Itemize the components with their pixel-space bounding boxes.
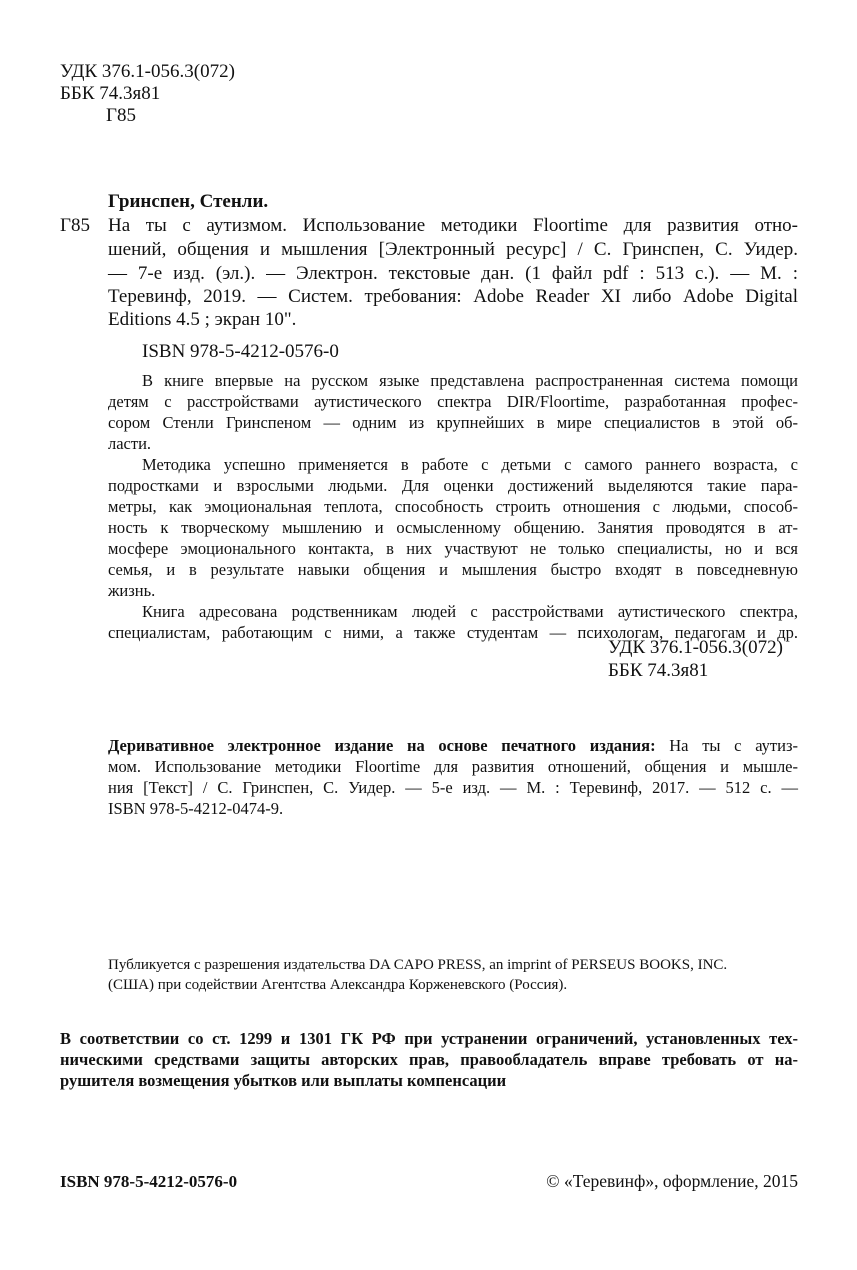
- legal-line: В соответствии со ст. 1299 и 1301 ГК РФ при устранении ограничений, установленных тех-: [60, 1029, 798, 1048]
- description-line: шений, общения и мышления [Электронный ресурс] / С. Гринспен, С. Уидер.: [108, 239, 798, 260]
- derivative-line: ния [Текст] / С. Гринспен, С. Уидер. — 5-е изд. — М. : Теревинф, 2017. — 512 с. —: [108, 778, 798, 797]
- annotation-line: подростками и взрослыми людьми. Для оценки достижений выделяются такие пара-: [108, 476, 798, 495]
- footer-isbn: ISBN 978-5-4212-0576-0: [60, 1172, 238, 1191]
- annotation-line: семья, и в результате навыки общения и мышления быстро входят в повседневную: [108, 560, 798, 579]
- derivative-line-rest: На ты с аутиз-: [655, 736, 798, 755]
- annotation-line: Методика успешно применяется в работе с детьми с самого раннего возраста, с: [142, 455, 798, 474]
- annotation-line: ласти.: [108, 434, 152, 453]
- annotation-line: Книга адресована родственникам людей с расстройствами аутистического спектра,: [142, 602, 798, 621]
- description-line: — 7-е изд. (эл.). — Электрон. текстовые дан. (1 файл pdf : 513 с.). — М. :: [108, 263, 798, 284]
- permission-line: (США) при содействии Агентства Александра Корженевского (Россия).: [108, 977, 568, 993]
- udk-code: УДК 376.1-056.3(072): [60, 61, 235, 82]
- entry-isbn: ISBN 978-5-4212-0576-0: [142, 341, 339, 362]
- derivative-line: [108, 735, 798, 756]
- author-heading: Гринспен, Стенли.: [108, 191, 269, 212]
- legal-line: рушителя возмещения убытков или выплаты компенсации: [60, 1071, 507, 1090]
- derivative-line: ISBN 978-5-4212-0474-9.: [108, 799, 284, 818]
- annotation-line: детям с расстройствами аутистического спектра DIR/Floortime, разработанная профес-: [108, 392, 798, 411]
- description-line: Теревинф, 2019. — Систем. требования: Adobe Reader XI либо Adobe Digital: [108, 286, 798, 307]
- derivative-line: мом. Использование методики Floortime для развития отношений, общения и мышле-: [108, 757, 798, 776]
- margin-code: Г85: [60, 215, 90, 236]
- bbk-code: ББК 74.3я81: [60, 83, 161, 104]
- legal-line: ническими средствами защиты авторских прав, правообладатель вправе требовать от на-: [60, 1050, 798, 1069]
- annotation-udk: УДК 376.1-056.3(072): [608, 637, 783, 658]
- annotation-line: мосфере эмоционального контакта, в них участвуют не только специалисты, но и вся: [108, 539, 798, 558]
- derivative-lead: Деривативное электронное издание на основе печатного издания:: [108, 736, 656, 755]
- annotation-line: сором Стенли Гринспеном — одним из крупнейших в мире специалистов в этой об-: [108, 413, 798, 432]
- annotation-bbk: ББК 74.3я81: [608, 660, 709, 681]
- annotation-line: В книге впервые на русском языке представлена распространенная система помощи: [142, 371, 798, 390]
- description-line: На ты с аутизмом. Использование методики Floortime для развития отно-: [108, 215, 798, 236]
- permission-line: Публикуется с разрешения издательства DA CAPO PRESS, an imprint of PERSEUS BOOKS, INC.: [108, 957, 728, 973]
- author-sign: Г85: [106, 105, 136, 126]
- annotation-line: ность к творческому мышлению и осмысленному общению. Занятия проводятся в ат-: [108, 518, 798, 537]
- footer-copyright: © «Теревинф», оформление, 2015: [546, 1171, 798, 1191]
- annotation-line: специалистам, работающим с ними, а также студентам — психологам, педагогам и др.: [108, 623, 798, 642]
- description-line: Editions 4.5 ; экран 10".: [108, 309, 297, 330]
- annotation-line: метры, как эмоциональная теплота, способность строить отношения с людьми, способ-: [108, 497, 798, 516]
- annotation-line: жизнь.: [108, 581, 156, 600]
